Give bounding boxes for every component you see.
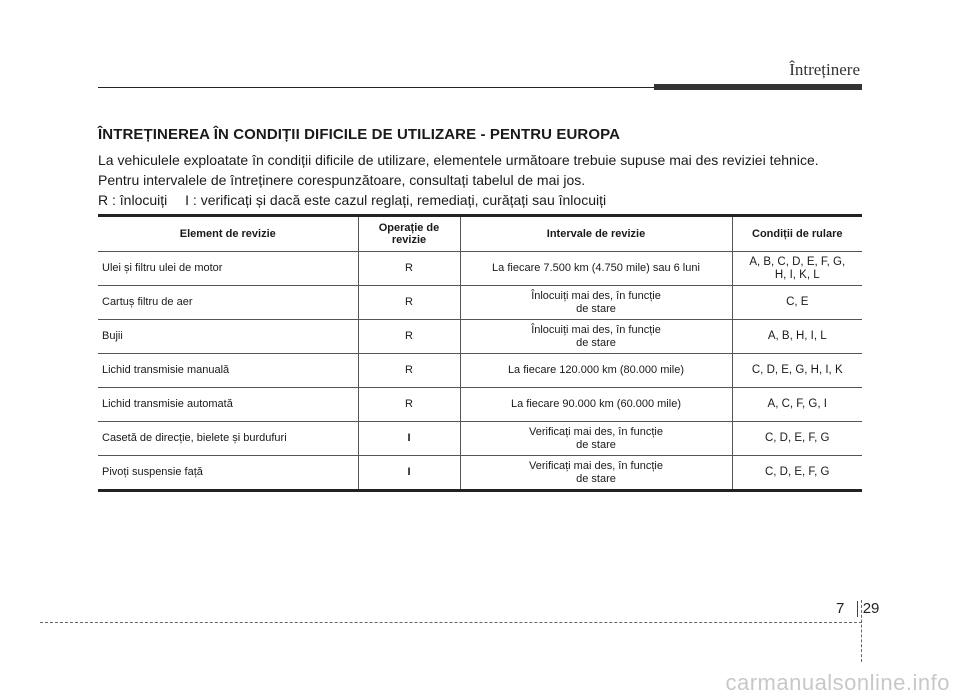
section-content <box>98 126 862 210</box>
header-interval: Intervale de revizie <box>460 216 732 252</box>
row-interval-line1: Verificați mai des, în funcție <box>529 459 663 472</box>
table-row <box>98 320 862 354</box>
row-interval-line2: de stare <box>576 438 616 451</box>
row-conditions: C, D, E, F, G <box>732 422 862 456</box>
table-row <box>98 354 862 388</box>
row-conditions: C, E <box>732 286 862 320</box>
row-operation: R <box>358 286 460 320</box>
table-row <box>98 252 862 286</box>
section-title: ÎNTREȚINEREA ÎN CONDIȚII DIFICILE DE UTILIZARE - PENTRU EUROPA <box>98 126 621 143</box>
row-conditions-line1: A, B, C, D, E, F, G, <box>749 255 846 268</box>
row-item: Ulei și filtru ulei de motor <box>98 252 358 286</box>
row-item: Lichid transmisie manuală <box>98 354 358 388</box>
row-operation: R <box>358 354 460 388</box>
row-conditions: A, C, F, G, I <box>732 388 862 422</box>
header-item: Element de revizie <box>98 216 358 252</box>
header-rule-accent <box>654 84 862 90</box>
chapter-header-title: Întreținere <box>789 60 860 79</box>
row-operation: I <box>358 422 460 456</box>
row-item: Lichid transmisie automată <box>98 388 358 422</box>
row-interval <box>460 320 732 354</box>
legend-inspect: I : verificați și dacă este cazul reglați, remediați, curățați sau înlocuiți <box>185 192 607 208</box>
legend <box>98 190 862 210</box>
row-item: Pivoți suspensie față <box>98 456 358 491</box>
row-interval: La fiecare 120.000 km (80.000 mile) <box>460 354 732 388</box>
row-interval <box>460 422 732 456</box>
row-interval-line1: Verificați mai des, în funcție <box>529 425 663 438</box>
footer-dashed-rule <box>40 622 862 623</box>
row-conditions <box>732 252 862 286</box>
watermark: carmanualsonline.info <box>725 670 950 695</box>
row-interval <box>460 456 732 491</box>
header-operation <box>358 216 460 252</box>
table-header-row <box>98 216 862 252</box>
row-interval <box>460 252 732 286</box>
header-operation-line1: Operație de <box>378 222 440 234</box>
header-operation-line2: revizie <box>391 234 427 246</box>
row-interval: La fiecare 90.000 km (60.000 mile) <box>460 388 732 422</box>
row-item: Bujii <box>98 320 358 354</box>
table-row <box>98 388 862 422</box>
row-conditions: A, B, H, I, L <box>732 320 862 354</box>
intro-paragraph-line1: La vehiculele exploatate în condiții dificile de utilizare, elementele următoare trebuie supuse mai des reviziei tehnice. <box>98 152 819 168</box>
row-operation: R <box>358 388 460 422</box>
row-item: Cartuș filtru de aer <box>98 286 358 320</box>
table-row <box>98 456 862 491</box>
table-row <box>98 286 862 320</box>
chapter-number: 7 <box>836 600 845 617</box>
intro-paragraph-line2: Pentru intervalele de întreținere corespunzătoare, consultați tabelul de mai jos. <box>98 172 586 188</box>
row-conditions-line2: H, I, K, L <box>774 268 820 281</box>
row-interval-line2: de stare <box>576 336 616 349</box>
page-in-chapter: 29 <box>862 600 880 617</box>
header-conditions: Condiții de rulare <box>732 216 862 252</box>
row-interval-line1: La fiecare 7.500 km (4.750 mile) sau 6 luni <box>492 262 700 274</box>
page-number-separator <box>857 601 858 617</box>
header-rule <box>98 87 654 88</box>
row-operation: R <box>358 320 460 354</box>
row-operation: I <box>358 456 460 491</box>
row-interval-line2: de stare <box>576 302 616 315</box>
table-row <box>98 422 862 456</box>
row-operation: R <box>358 252 460 286</box>
row-conditions: C, D, E, G, H, I, K <box>732 354 862 388</box>
row-item: Casetă de direcție, bielete și burdufuri <box>98 422 358 456</box>
row-interval-line2: de stare <box>576 472 616 485</box>
row-interval <box>460 286 732 320</box>
row-interval-line1: Înlocuiți mai des, în funcție <box>531 289 661 302</box>
row-interval-line1: Înlocuiți mai des, în funcție <box>531 323 661 336</box>
legend-replace: R : înlocuiți <box>98 192 168 208</box>
row-conditions: C, D, E, F, G <box>732 456 862 491</box>
maintenance-table <box>98 214 862 492</box>
